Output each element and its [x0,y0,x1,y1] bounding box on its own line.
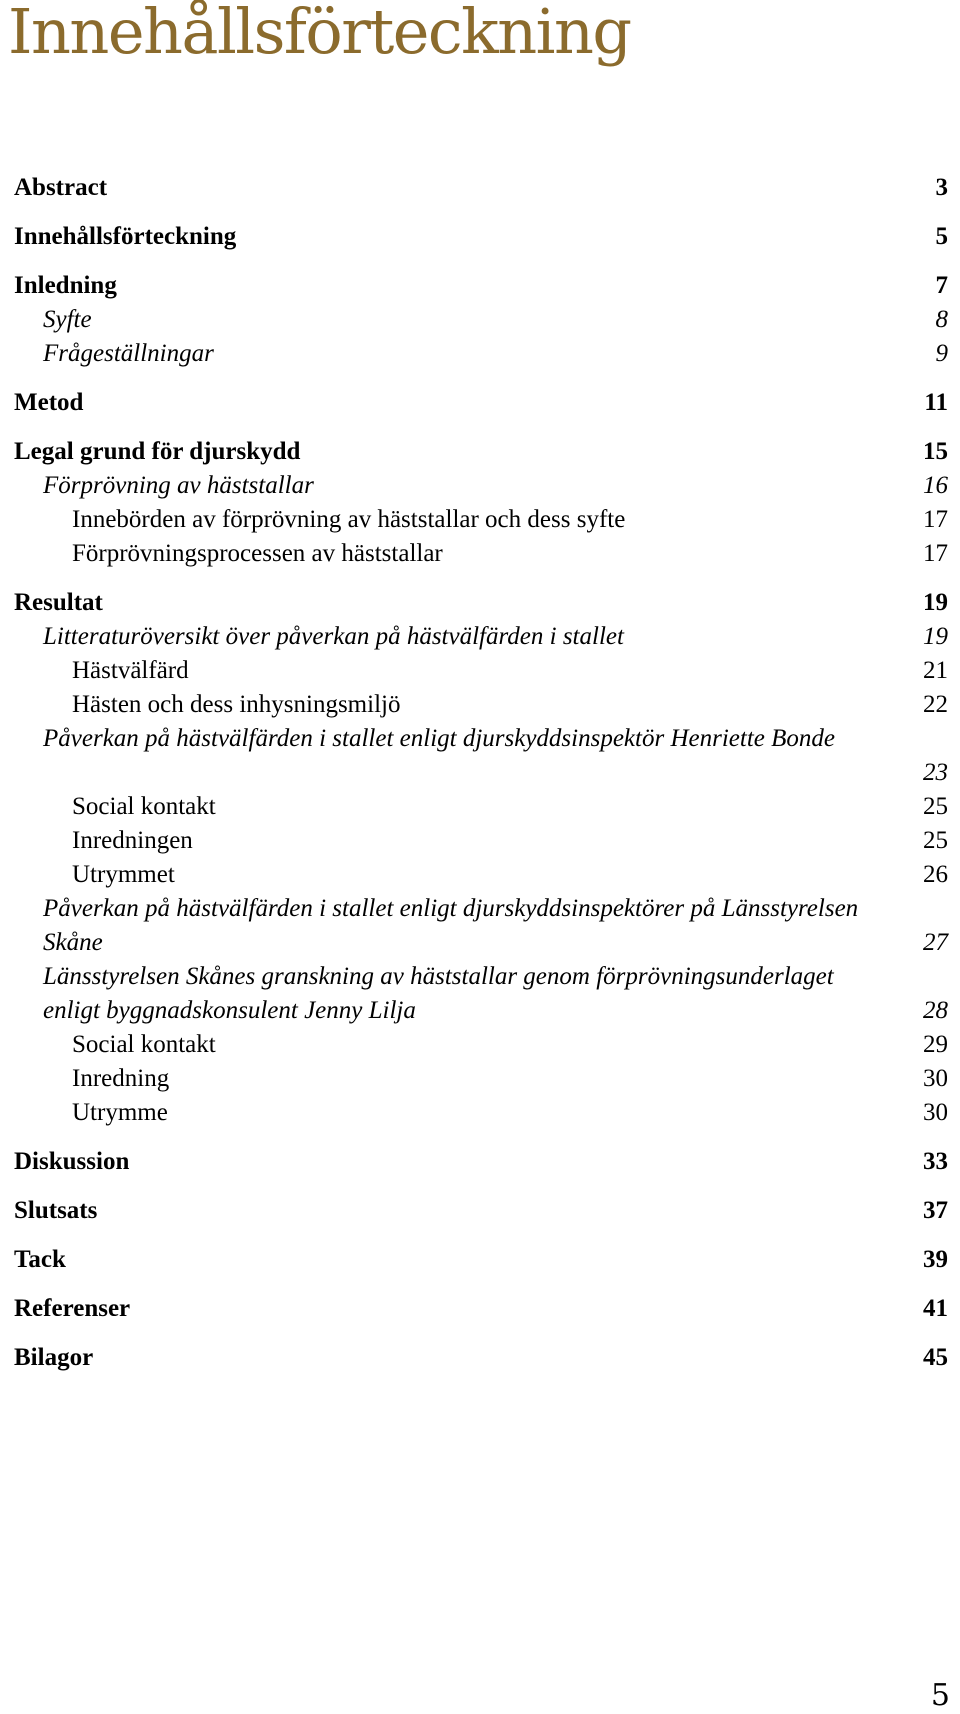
toc-entry-page-number: 19 [923,623,948,650]
toc-entry-page-number: 17 [923,540,948,567]
toc-entry-page-number: 17 [923,506,948,533]
table-of-contents [14,171,948,1375]
toc-entry-level-1 [14,586,948,620]
toc-entry-level-3 [14,654,948,688]
toc-entry-level-1 [14,386,948,420]
toc-entry-title: Litteraturöversikt över påverkan på hästvälfärden i stallet [43,623,624,650]
toc-entry-level-1 [14,1341,948,1375]
toc-entry-title: Innehållsförteckning [14,223,237,250]
toc-entry-page-number: 29 [923,1031,948,1058]
toc-entry-level-2 [14,722,948,790]
toc-entry-page-number: 41 [923,1295,948,1322]
toc-entry-page-number: 21 [923,657,948,684]
toc-entry-page-number: 22 [923,691,948,718]
toc-entry-page-number: 37 [923,1197,948,1224]
toc-entry-level-1 [14,171,948,205]
toc-entry-title: Hästen och dess inhysningsmiljö [72,691,401,718]
toc-entry-page-number: 27 [923,929,948,956]
toc-entry-title: Påverkan på hästvälfärden i stallet enligt djurskyddsinspektör Henriette Bonde [43,725,835,752]
toc-entry-level-3 [14,1028,948,1062]
toc-entry-title: Social kontakt [72,793,216,820]
toc-entry-title: Social kontakt [72,1031,216,1058]
toc-entry-page-number: 33 [923,1148,948,1175]
toc-entry-title: Förprövningsprocessen av häststallar [72,540,443,567]
toc-entry-level-3 [14,1062,948,1096]
page-title: Innehållsförteckning [8,0,631,68]
toc-entry-page-number: 30 [923,1099,948,1126]
toc-entry-level-3 [14,503,948,537]
toc-entry-level-1 [14,435,948,469]
toc-entry-title: Syfte [43,306,92,333]
toc-entry-page-number: 16 [923,472,948,499]
toc-entry-title: Resultat [14,589,103,616]
toc-entry-title: Hästvälfärd [72,657,189,684]
toc-entry-level-3 [14,688,948,722]
toc-entry-level-1 [14,1243,948,1277]
toc-entry-title: Frågeställningar [43,340,214,367]
toc-entry-title: Innebörden av förprövning av häststallar och dess syfte [72,506,626,533]
toc-entry-title: Bilagor [14,1344,94,1371]
toc-entry-page-number: 8 [935,306,948,333]
toc-entry-page-number: 39 [923,1246,948,1273]
toc-entry-page-number: 9 [935,340,948,367]
toc-entry-title: Referenser [14,1295,131,1322]
toc-entry-level-1 [14,1292,948,1326]
toc-entry-title: Tack [14,1246,66,1273]
toc-entry-title: Länsstyrelsen Skånes granskning av häststallar genom förprövningsunderlaget enligt byggnadskonsulent Jenny Lilja [43,963,834,1024]
toc-entry-level-3 [14,790,948,824]
toc-entry-page-number: 19 [923,589,948,616]
toc-entry-page-number: 7 [935,272,948,299]
toc-entry-page-number: 28 [923,997,948,1024]
toc-entry-page-number: 5 [935,223,948,250]
toc-entry-title: Inredningen [72,827,193,854]
toc-entry-page-number: 15 [923,438,948,465]
toc-entry-level-1 [14,1145,948,1179]
toc-entry-title: Utrymme [72,1099,168,1126]
toc-entry-level-2 [14,620,948,654]
toc-entry-level-3 [14,537,948,571]
toc-entry-level-2 [14,469,948,503]
toc-entry-page-number: 25 [923,827,948,854]
toc-entry-title: Diskussion [14,1148,130,1175]
toc-entry-level-2 [14,960,948,1028]
toc-entry-title: Påverkan på hästvälfärden i stallet enligt djurskyddsinspektörer på Länsstyrelsen Skåne [43,895,859,956]
toc-entry-level-1 [14,220,948,254]
toc-entry-level-3 [14,1096,948,1130]
toc-entry-page-number: 23 [923,759,948,786]
toc-entry-title: Förprövning av häststallar [43,472,314,499]
toc-entry-title: Inledning [14,272,117,299]
toc-entry-page-number: 3 [935,174,948,201]
toc-entry-title: Abstract [14,174,108,201]
toc-entry-page-number: 26 [923,861,948,888]
toc-entry-page-number: 11 [924,389,948,416]
toc-entry-page-number: 25 [923,793,948,820]
toc-entry-level-3 [14,858,948,892]
toc-entry-level-2 [14,303,948,337]
toc-entry-page-number: 30 [923,1065,948,1092]
page-number: 5 [930,1678,950,1713]
toc-entry-page-number: 45 [923,1344,948,1371]
toc-entry-title: Metod [14,389,84,416]
toc-entry-title: Inredning [72,1065,170,1092]
toc-entry-level-1 [14,269,948,303]
toc-entry-level-1 [14,1194,948,1228]
toc-entry-level-2 [14,892,948,960]
toc-entry-title: Legal grund för djurskydd [14,438,301,465]
toc-entry-level-2 [14,337,948,371]
toc-entry-title: Utrymmet [72,861,175,888]
toc-entry-level-3 [14,824,948,858]
toc-entry-title: Slutsats [14,1197,98,1224]
